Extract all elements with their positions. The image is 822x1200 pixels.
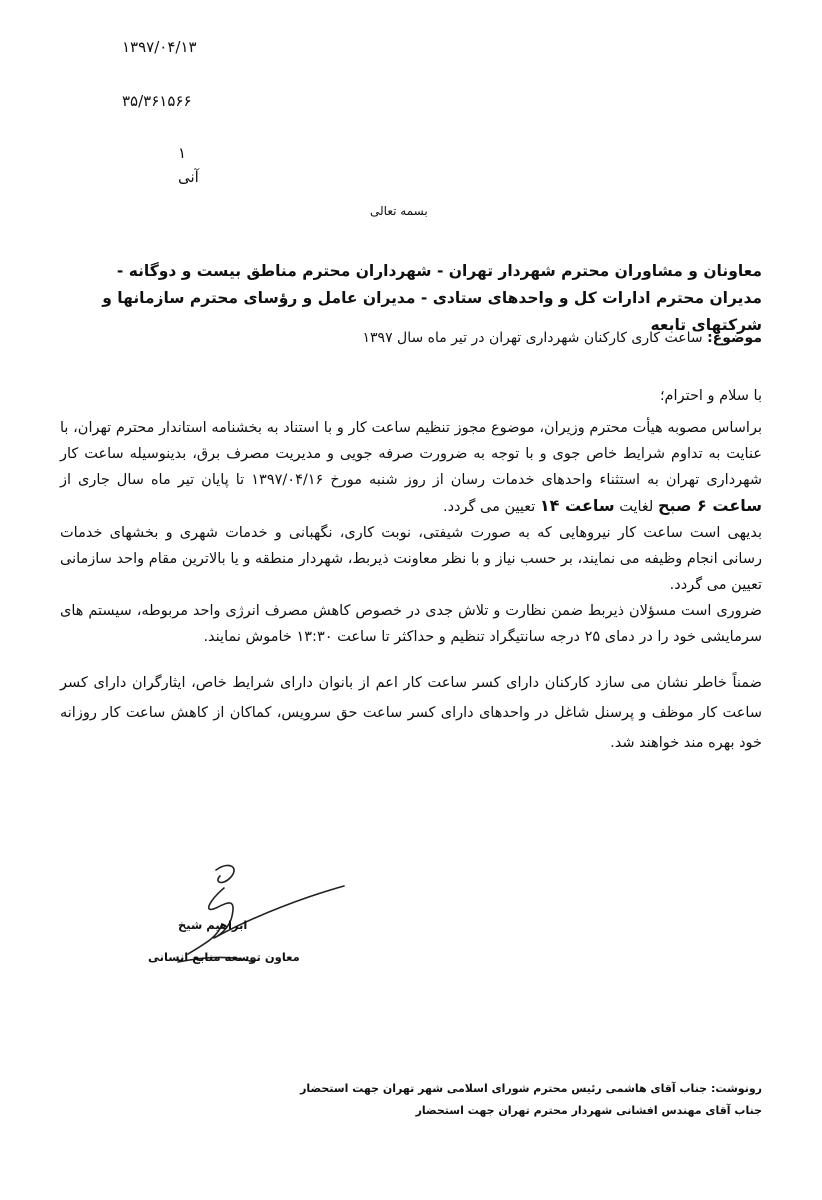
subject-line: [62, 328, 762, 348]
paragraph-1-middle: لغایت: [619, 499, 654, 515]
signer-name: ابراهیم شیخ: [178, 918, 248, 932]
carbon-copy: [292, 1078, 762, 1122]
letter-attachment: ۱: [178, 144, 187, 162]
paragraph-3: ضروری است مسؤلان ذیربط ضمن نظارت و تلاش جدی در خصوص کاهش مصرف انرژی واحد مربوطه، سیستم های سرمایشی خود را در دمای ۲۵ درجه سانتیگراد تنظیم و حداکثر تا ساعت ۱۳:۳۰ خاموش نمایند.: [60, 603, 762, 645]
recipients: معاونان و مشاوران محترم شهردار تهران - شهرداران محترم مناطق بیست و دوگانه - مدیران محترم ادارات کل و واحدهای ستادی - مدیران عامل و رؤسای محترم سازمانها و شرکتهای تابعه: [102, 262, 762, 334]
start-time: ساعت ۶ صبح: [657, 496, 762, 515]
letter-date: ۱۳۹۷/۰۴/۱۳: [122, 38, 197, 56]
paragraph-1-end: تعیین می گردد.: [442, 499, 536, 515]
cc-line-1: رونوشت: جناب آقای هاشمی رئیس محترم شورای اسلامی شهر تهران جهت استحضار: [300, 1082, 762, 1095]
greeting: با سلام و احترام؛: [659, 388, 762, 404]
cc-line-2: جناب آقای مهندس افشانی شهردار محترم تهران جهت استحضار: [415, 1104, 762, 1117]
basmala: بسمه تعالی: [370, 204, 428, 218]
letter-number: ۳۵/۳۶۱۵۶۶: [122, 92, 192, 110]
paragraph-1: [60, 415, 762, 520]
end-time: ساعت ۱۴: [539, 496, 615, 515]
subject-label: موضوع:: [707, 330, 762, 346]
letter-body: [60, 383, 762, 758]
subject-text: ساعت کاری کارکنان شهرداری تهران در تیر ماه سال ۱۳۹۷: [362, 330, 703, 346]
letter-urgency: آنی: [178, 168, 199, 186]
paragraph-4: ضمناً خاطر نشان می سازد کارکنان دارای کسر ساعت کار اعم از بانوان دارای شرایط خاص، ایثارگران دارای کسر ساعت کار موظف و پرسنل شاغل در واحدهای دارای کسر ساعت حق سرویس، کماکان از کاهش ساعت کار روزانه خود بهره مند خواهند شد.: [60, 675, 762, 751]
paragraph-1-text: براساس مصوبه هیأت محترم وزیران، موضوع مجوز تنظیم ساعت کار و با استناد به بخشنامه استاندار محترم تهران، با عنایت به تداوم شرایط خاص جوی و با توجه به ضرورت صرفه جویی و مدیریت مصرف برق، بدینوسیله ساعت کار شهرداری تهران به استثناء واحدهای خدمات رسان از روز شنبه مورخ ۱۳۹۷/۰۴/۱۶ تا پایان تیر ماه سال جاری از: [60, 420, 762, 488]
signer-title: معاون توسعه منابع انسانی: [148, 950, 300, 964]
paragraph-2: بدیهی است ساعت کار نیروهایی که به صورت شیفتی، نوبت کاری، نگهبانی و خدمات شهری و بخشهای خدمات رسانی انجام وظیفه می نمایند، بر حسب نیاز و با نظر معاونت ذیربط، شهردار منطقه و یا بالاترین مقام واحد سازمانی تعیین می گردد.: [60, 525, 762, 593]
